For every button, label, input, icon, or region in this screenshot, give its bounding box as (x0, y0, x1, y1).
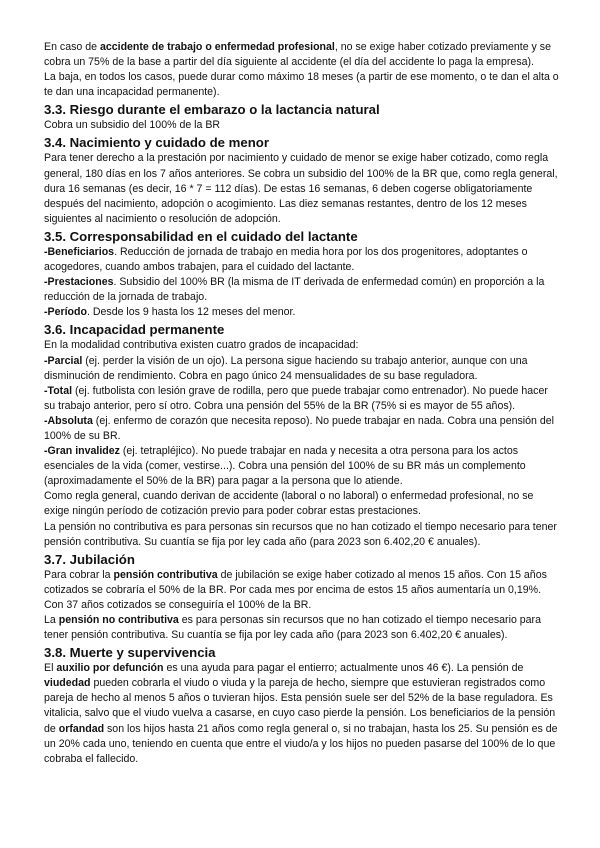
jubilacion-contributiva-paragraph (44, 568, 560, 613)
bold-term-viudedad: viudedad (44, 677, 91, 690)
text-segment: . Reducción de jornada de trabajo en media hora por los dos progenitores, adoptantes o acogedores, cuando ambos trabajen, para el cuidado del lactante. (44, 245, 528, 274)
periodo-paragraph (44, 305, 560, 320)
no-contributiva-paragraph: La pensión no contributiva es para personas sin recursos que no han cotizado el tiempo necesario para tener pensión contributiva. Su cuantía se fija por ley cada año (para 2023 son 6.402,20 € anuales). (44, 520, 557, 548)
bold-term-accidente: accidente de trabajo o enfermedad profesional (99, 41, 335, 53)
text-segment: Para cobrar la (44, 568, 114, 581)
intro-paragraph-baja: La baja, en todos los casos, puede durar como máximo 18 meses (a partir de ese momento, o te dan el alta o te dan una incapacidad permanente). (44, 71, 559, 99)
text-segment: El (44, 662, 57, 675)
regla-general-paragraph: Como regla general, cuando derivan de accidente (laboral o no laboral) o enfermedad profesional, no se exige ningún período de cotización previo para poder cobrar estas prestaciones. (44, 490, 534, 518)
section-title-3-4: 3.4. Nacimiento y cuidado de menor (44, 135, 269, 151)
text-segment: En caso de (44, 41, 100, 53)
text-segment: son los hijos hasta 21 años como regla general o, si no trabajan, hasta los 25. Su pensión es de un 20% cada uno, teniendo en cuenta que entre el viudo/a y los hijos no pueden pasarse del 100% de lo que cobraba el fallecido. (44, 722, 558, 765)
text-segment: es para personas sin recursos que no han cotizado el tiempo necesario para tener pensión contributiva. Su cuantía se fija por ley cada año (para 2023 son 6.402,20 € anuales). (44, 614, 541, 642)
total-label: -Total (44, 384, 73, 397)
text-segment: es una ayuda para pagar el entierro; actualmente unos 46 €). La pensión de (163, 662, 524, 675)
section-3-3-paragraph: Cobra un subsidio del 100% de la BR (44, 119, 221, 132)
gran-invalidez-label: -Gran invalidez (44, 445, 120, 458)
section-title-3-3: 3.3. Riesgo durante el embarazo o la lactancia natural (44, 102, 380, 118)
beneficiarios-paragraph (44, 245, 560, 275)
muerte-supervivencia-paragraph (44, 661, 560, 767)
text-segment: (ej. futbolista con lesión grave de rodilla, pero que puede trabajar como entrenador). No puede hacer su trabajo anterior, pero sí otro. Cobra una pensión del 55% de la BR (75% si es mayor de 55 años). (44, 384, 548, 412)
section-title-3-6: 3.6. Incapacidad permanente (44, 322, 225, 338)
periodo-label: -Período (44, 306, 87, 319)
parcial-paragraph (44, 354, 560, 384)
intro-paragraph-accidente (44, 40, 560, 70)
bold-term-auxilio-defuncion: auxilio por defunción (56, 662, 164, 675)
text-segment: pueden cobrarla el viudo o viuda y la pareja de hecho, siempre que estuvieran registrados como pareja de hecho al menos 5 años o tuvieran hijos. Esta pensión suele ser del 52% de la base reguladora. Es vitalicia, salvo que el viudo vuelva a casarse, en cuyo caso pierde la pensión. Los beneficiarios de la pensión de (44, 677, 556, 735)
incapacidad-intro: En la modalidad contributiva existen cuatro grados de incapacidad: (44, 339, 359, 352)
gran-invalidez-paragraph (44, 444, 560, 489)
section-title-3-5: 3.5. Corresponsabilidad en el cuidado del lactante (44, 228, 358, 244)
text-segment: (ej. perder la visión de un ojo). La persona sigue haciendo su trabajo anterior, aunque con una disminución de rendimiento. Cobra en pago único 24 mensualidades de su base reguladora. (44, 354, 528, 382)
total-paragraph (44, 384, 560, 414)
document-page (44, 40, 560, 767)
bold-term-pension-no-contributiva: pensión no contributiva (58, 614, 179, 626)
absoluta-label: -Absoluta (44, 414, 93, 427)
text-segment: . Subsidio del 100% BR (la misma de IT derivada de enfermedad común) en proporción a la reducción de la jornada de trabajo. (44, 276, 545, 304)
text-segment: , no se exige haber cotizado previamente y se cobra un 75% de la base a partir del día siguiente al accidente (el día del accidente lo paga la empresa). (44, 41, 551, 69)
section-title-3-7: 3.7. Jubilación (44, 551, 135, 567)
bold-term-orfandad: orfandad (58, 722, 105, 735)
text-segment: (ej. enfermo de corazón que necesita reposo). No puede trabajar en nada. Cobra una pensión del 100% de su BR. (44, 414, 554, 442)
text-segment: . Desde los 9 hasta los 12 meses del menor. (86, 306, 296, 319)
text-segment: La (44, 614, 59, 626)
jubilacion-no-contributiva-paragraph (44, 613, 560, 643)
parcial-label: -Parcial (44, 354, 83, 367)
text-segment: de jubilación se exige haber cotizado al menos 15 años. Con 15 años cotizados se cobraría el 50% de la BR. Por cada mes por encima de estos 15 años aumentaría un 0,19%. Con 37 años cotizados se conseguiría el 100% de la BR. (44, 568, 547, 611)
prestaciones-label: -Prestaciones (44, 276, 114, 289)
beneficiarios-label: -Beneficiarios (44, 245, 115, 258)
absoluta-paragraph (44, 414, 560, 444)
section-3-4-paragraph: Para tener derecho a la prestación por nacimiento y cuidado de menor se exige haber cotizado, como regla general, 180 días en los 7 años anteriores. Se cobra un subsidio del 100% de la BR que, como regla general, dura 16 semanas (es decir, 16 * 7 = 112 días). De estas 16 semanas, 6 deben cogerse obligatoriamente después del nacimiento, adopción o acogimiento. Las diez semanas restantes, dentro de los 12 meses siguientes al nacimiento o resolución de adopción. (44, 152, 558, 225)
text-segment: (ej. tetrapléjico). No puede trabajar en nada y necesita a otra persona para los actos esenciales de la vida (comer, vestirse...). Cobra una pensión del 100% de su BR más un complemento (aproximadamente el 50% de la BR) para pagar a la persona que lo atiende. (44, 445, 526, 488)
bold-term-pension-contributiva: pensión contributiva (113, 568, 218, 581)
section-title-3-8: 3.8. Muerte y supervivencia (44, 645, 216, 661)
prestaciones-paragraph (44, 275, 560, 305)
